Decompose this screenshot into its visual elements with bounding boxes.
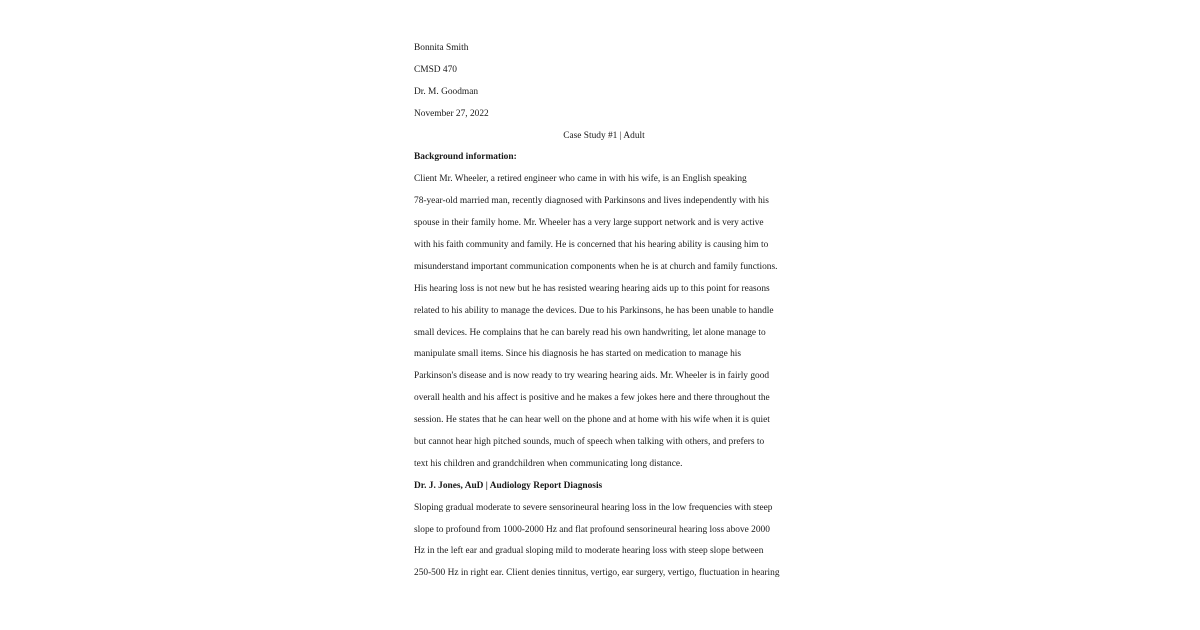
- document-date: November 27, 2022: [414, 108, 489, 119]
- background-line-4: with his faith community and family. He is concerned that his hearing ability is causing him to: [414, 240, 769, 251]
- instructor-name: Dr. M. Goodman: [414, 86, 479, 97]
- course-name: CMSD 470: [414, 64, 457, 75]
- background-heading: Background information:: [414, 152, 517, 163]
- background-line-8: small devices. He complains that he can barely read his own handwriting, let alone manage to: [414, 327, 766, 338]
- background-line-14: text his children and grandchildren when communicating long distance.: [414, 458, 683, 469]
- report-line-4: 250-500 Hz in right ear. Client denies tinnitus, vertigo, ear surgery, vertigo, fluctuation in hearing: [414, 568, 780, 579]
- student-name: Bonnita Smith: [414, 43, 469, 53]
- report-line-3: Hz in the left ear and gradual sloping mild to moderate hearing loss with steep slope between: [414, 546, 764, 557]
- document-body: [414, 38, 794, 585]
- background-line-5: misunderstand important communication components when he is at church and family functions.: [414, 261, 778, 272]
- document-title: Case Study #1 | Adult: [563, 130, 645, 141]
- report-heading: Dr. J. Jones, AuD | Audiology Report Diagnosis: [414, 480, 603, 491]
- background-line-9: manipulate small items. Since his diagnosis he has started on medication to manage his: [414, 349, 742, 360]
- background-line-6: His hearing loss is not new but he has resisted wearing hearing aids up to this point for reasons: [414, 283, 770, 294]
- background-line-7: related to his ability to manage the devices. Due to his Parkinsons, he has been unable to handle: [414, 305, 774, 316]
- background-line-11: overall health and his affect is positive and he makes a few jokes here and there throughout the: [414, 393, 770, 404]
- report-line-2: slope to profound from 1000-2000 Hz and flat profound sensorineural hearing loss above 2000: [414, 524, 770, 535]
- background-line-2: 78-year-old married man, recently diagnosed with Parkinsons and lives independently with his: [414, 196, 769, 207]
- background-line-1: Client Mr. Wheeler, a retired engineer who came in with his wife, is an English speaking: [414, 174, 747, 185]
- report-line-1: Sloping gradual moderate to severe sensorineural hearing loss in the low frequencies with steep: [414, 502, 773, 513]
- background-line-10: Parkinson's disease and is now ready to try wearing hearing aids. Mr. Wheeler is in fairly good: [414, 371, 770, 382]
- background-line-12: session. He states that he can hear well on the phone and at home with his wife when it is quiet: [414, 415, 770, 426]
- background-line-3: spouse in their family home. Mr. Wheeler has a very large support network and is very active: [414, 218, 764, 229]
- background-line-13: but cannot hear high pitched sounds, much of speech when talking with others, and prefers to: [414, 437, 765, 448]
